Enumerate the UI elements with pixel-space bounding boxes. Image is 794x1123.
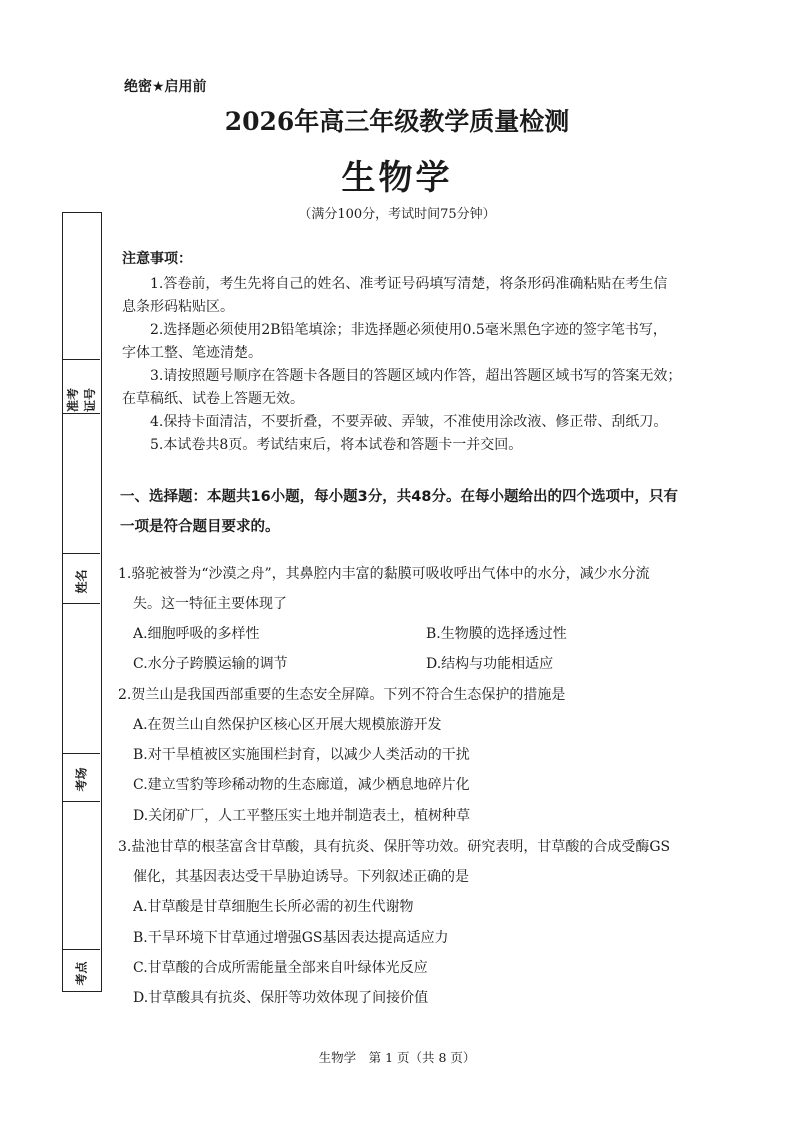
notice-line: 息条形码粘贴区。 [122, 299, 234, 315]
notice-line: 3.请按照题号顺序在答题卡各题目的答题区域内作答，超出答题区域书写的答案无效； [150, 368, 682, 384]
section-heading: 一、选择题：本题共16小题，每小题3分，共48分。在每小题给出的四个选项中，只有 [120, 489, 678, 505]
question-1-option-c: C.水分子跨膜运输的调节 [133, 656, 288, 672]
page-footer: 生物学 第 1 页（共 8 页） [318, 1050, 476, 1065]
question-2-option-c: C.建立雪豹等珍稀动物的生态廊道，减少栖息地碎片化 [133, 777, 470, 793]
name-label: 姓名 [74, 569, 89, 594]
notice-line: 4.保持卡面清洁，不要折叠，不要弄破、弄皱，不准使用涂改液、修正带、刮纸刀。 [150, 414, 668, 430]
strip-divider [63, 553, 100, 554]
notice-line: 2.选择题必须使用2B铅笔填涂；非选择题必须使用0.5毫米黑色字迹的签字笔书写， [150, 322, 667, 338]
notice-line: 在草稿纸、试卷上答题无效。 [122, 391, 304, 407]
strip-divider [63, 413, 100, 414]
question-1-option-b: B.生物膜的选择透过性 [426, 626, 567, 642]
notice-line: 5.本试卷共8页。考试结束后，将本试卷和答题卡一并交回。 [150, 437, 523, 453]
question-2-option-a: A.在贺兰山自然保护区核心区开展大规模旅游开发 [133, 717, 442, 733]
strip-divider [63, 949, 100, 950]
strip-divider [63, 603, 100, 604]
question-1-stem-cont: 失。这一特征主要体现了 [133, 596, 287, 612]
question-1-stem: 1.骆驼被誉为“沙漠之舟”，其鼻腔内丰富的黏膜可吸收呼出气体中的水分，减少水分流 [118, 566, 650, 582]
question-3-option-c: C.甘草酸的合成所需能量全部来自叶绿体光反应 [133, 960, 428, 976]
confidential-mark: 绝密★启用前 [124, 79, 207, 95]
strip-divider [63, 359, 100, 360]
notice-line: 1.答卷前，考生先将自己的姓名、准考证号码填写清楚，将条形码准确粘贴在考生信 [150, 276, 668, 292]
question-3-option-b: B.干旱环境下甘草通过增强GS基因表达提高适应力 [133, 930, 449, 946]
notice-line: 字体工整、笔迹清楚。 [122, 345, 262, 361]
exam-site-label: 考点 [74, 961, 89, 986]
subject-title: 生物学 [341, 158, 453, 198]
question-3-option-a: A.甘草酸是甘草细胞生长所必需的初生代谢物 [133, 899, 414, 915]
admission-number-label: 准考证号 [66, 388, 97, 413]
strip-divider [63, 753, 100, 754]
question-2-option-b: B.对干旱植被区实施围栏封育，以减少人类活动的干扰 [133, 747, 470, 763]
section-heading-cont: 一项是符合题目要求的。 [120, 519, 280, 535]
notice-heading: 注意事项： [122, 251, 192, 267]
question-1-option-d: D.结构与功能相适应 [426, 656, 554, 672]
question-3-stem-cont: 催化，其基因表达受干旱胁迫诱导。下列叙述正确的是 [133, 869, 469, 885]
question-1-option-a: A.细胞呼吸的多样性 [133, 626, 260, 642]
exam-title: 2026年高三年级教学质量检测 [224, 107, 570, 136]
question-3-option-d: D.甘草酸具有抗炎、保肝等功效体现了间接价值 [133, 990, 429, 1006]
question-2-option-d: D.关闭矿厂，人工平整压实土地并制造表土，植树种草 [133, 808, 471, 824]
strip-divider [63, 801, 100, 802]
question-3-stem: 3.盐池甘草的根茎富含甘草酸，具有抗炎、保肝等功效。研究表明，甘草酸的合成受酶GS [118, 839, 671, 855]
question-2-stem: 2.贺兰山是我国西部重要的生态安全屏障。下列不符合生态保护的措施是 [118, 687, 566, 703]
score-time-info: （满分100分，考试时间75分钟） [298, 207, 496, 222]
binding-strip [62, 212, 102, 992]
exam-room-label: 考场 [74, 767, 89, 792]
